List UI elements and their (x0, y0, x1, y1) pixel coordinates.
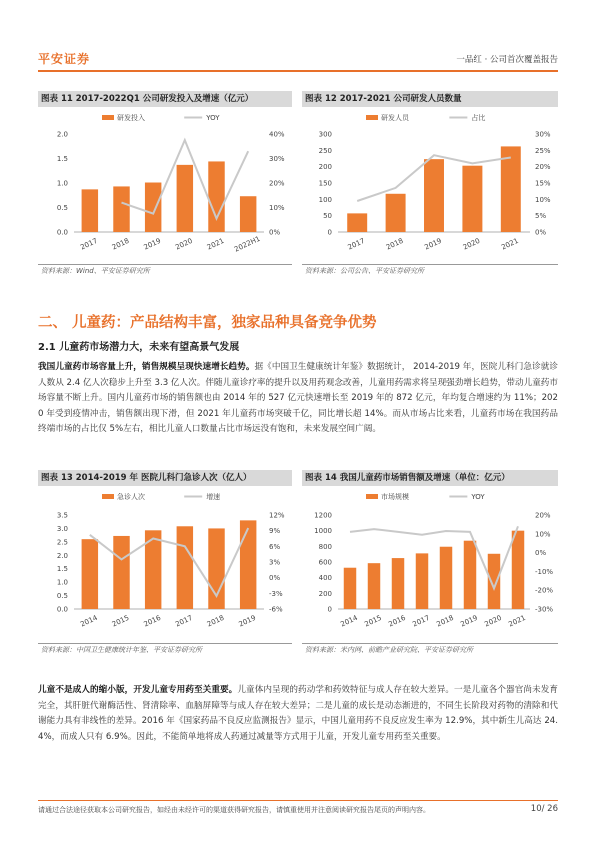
bar (368, 563, 380, 609)
bar (464, 541, 476, 609)
chart-pediatric-market (302, 487, 558, 643)
y2-axis-tick-label: 0% (535, 228, 547, 237)
paragraph-body: 据《中国卫生健康统计年鉴》数据统计， 2014-2019 年，医院儿科门急诊就诊人数从 2.4 亿人次稳步上升至 3.3 亿人次。伴随儿童诊疗率的提升以及用药观念改善，儿童用药需求将呈现强劲增长趋势，带动儿童药市场容量不断上升。国内儿童药市场的销售额也由 2014 年的 527 亿元快速增长至 2019 年的 872 亿元，年均复合增速约为 11%；2020 年受到疫情冲击，销售额出现下滑，但 2021 年儿童药市场突破千亿，同比增长超 14%。而从市场占比来看，儿童药市场在我国药品终端市场的占比仅 5%左右，相比儿童人口数量占比市场远没有饱和，未来发展空间广阔。 (38, 362, 558, 435)
bar (240, 196, 256, 232)
legend-label: YOY (471, 493, 485, 501)
bar (145, 183, 161, 232)
x-axis-tick-label: 2020 (174, 236, 194, 252)
paragraph-market-capacity (38, 360, 558, 438)
y-axis-tick-label: 2.0 (56, 551, 68, 560)
paragraph-lead: 儿童不是成人的缩小版，开发儿童专用药至关重要。 (38, 685, 238, 695)
figure-source: 资料来源：中国卫生健康统计年鉴、平安证券研究所 (38, 643, 292, 655)
bar (488, 554, 500, 609)
legend-label: 增速 (206, 493, 221, 501)
y-axis-tick-label: 1200 (314, 511, 332, 520)
y2-axis-tick-label: 20% (535, 163, 551, 172)
figure-11 (38, 91, 292, 276)
x-axis-tick-label: 2018 (205, 613, 226, 629)
y2-axis-tick-label: 3% (269, 558, 281, 567)
paragraph-lead: 我国儿童药市场容量上升，销售规模呈现快速增长趋势。 (38, 362, 255, 372)
figure-source: 资料来源：公司公告、平安证券研究所 (302, 264, 558, 276)
x-axis-tick-label: 2019 (237, 613, 258, 629)
legend-label: YOY (206, 114, 220, 122)
y2-axis-tick-label: 25% (535, 146, 551, 155)
y2-axis-tick-label: 15% (535, 179, 551, 188)
figure-13 (38, 470, 292, 655)
y2-axis-tick-label: 40% (269, 130, 285, 139)
y-axis-tick-label: 1.5 (56, 155, 68, 163)
paragraph-pediatric-drugs (38, 683, 558, 745)
y-axis-tick-label: 800 (318, 542, 332, 551)
legend-swatch-bar (366, 115, 378, 120)
x-axis-tick-label: 2020 (483, 613, 503, 629)
y-axis-tick-label: 400 (318, 574, 332, 583)
page-header (38, 48, 558, 72)
legend-label: 占比 (471, 114, 486, 122)
bar (113, 536, 129, 609)
bar (208, 161, 224, 232)
x-axis-tick-label: 2016 (142, 613, 163, 629)
y-axis-tick-label: 600 (318, 558, 332, 567)
x-axis-tick-label: 2019 (142, 236, 163, 252)
chart-rd-staff (302, 108, 558, 264)
chart-pediatric-visits (38, 487, 292, 643)
x-axis-tick-label: 2018 (384, 236, 405, 252)
y-axis-tick-label: 200 (318, 589, 332, 598)
y-axis-tick-label: 3.5 (56, 511, 68, 520)
bar (240, 520, 256, 609)
y2-axis-tick-label: 30% (535, 130, 551, 139)
y-axis-tick-label: 100 (318, 195, 332, 204)
y-axis-tick-label: 250 (318, 146, 332, 155)
y-axis-tick-label: 0.0 (56, 228, 68, 237)
bar (392, 558, 404, 609)
x-axis-tick-label: 2014 (339, 613, 359, 629)
y2-axis-tick-label: -3% (269, 589, 283, 598)
bar (347, 213, 367, 232)
y-axis-tick-label: 3.0 (56, 524, 68, 533)
legend-swatch-bar (366, 494, 378, 499)
bar (82, 539, 98, 609)
bar (462, 166, 482, 232)
legend-swatch-bar (102, 494, 114, 499)
bar (82, 189, 98, 232)
y-axis-tick-label: 0.0 (56, 605, 68, 614)
y-axis-tick-label: 50 (323, 212, 332, 221)
y2-axis-tick-label: -20% (535, 586, 554, 595)
y-axis-tick-label: 1.5 (56, 565, 68, 574)
y2-axis-tick-label: -6% (269, 605, 283, 614)
page-number: 10/ 26 (530, 804, 558, 814)
y-axis-tick-label: 1.0 (56, 578, 68, 587)
y2-axis-tick-label: 0% (269, 228, 281, 237)
y2-axis-tick-label: 12% (269, 511, 285, 520)
x-axis-tick-label: 2021 (500, 236, 520, 252)
x-axis-tick-label: 2017 (411, 613, 431, 629)
bar (424, 159, 444, 232)
x-axis-tick-label: 2017 (79, 236, 99, 252)
y-axis-tick-label: 2.5 (56, 538, 68, 547)
y2-axis-tick-label: 5% (535, 212, 547, 221)
y2-axis-tick-label: 6% (269, 542, 281, 551)
bar (177, 165, 193, 232)
bar (512, 531, 524, 609)
y-axis-tick-label: 150 (318, 179, 332, 188)
x-axis-tick-label: 2015 (363, 613, 383, 629)
y-axis-tick-label: 200 (318, 163, 332, 172)
y-axis-tick-label: 1.0 (56, 179, 68, 188)
footer-disclaimer: 请通过合法途径获取本公司研究报告，如经由未经许可的渠道获得研究报告，请慎重使用并注意阅读研究报告尾页的声明内容。 (38, 806, 430, 814)
y2-axis-tick-label: 0% (269, 574, 281, 583)
page-footer (38, 800, 558, 818)
x-axis-tick-label: 2018 (435, 613, 455, 629)
y-axis-tick-label: 0.5 (56, 204, 68, 212)
x-axis-tick-label: 2015 (110, 613, 131, 629)
x-axis-tick-label: 2017 (174, 613, 194, 629)
figure-title: 图表 14 我国儿童药市场销售额及增速（单位：亿元） (302, 470, 558, 486)
y-axis-tick-label: 300 (318, 130, 332, 139)
y2-axis-tick-label: 30% (269, 155, 285, 163)
y2-axis-tick-label: 10% (535, 530, 551, 539)
brand-logo: 平安证券 (38, 52, 91, 66)
legend-label: 急诊人次 (117, 493, 145, 501)
y2-axis-tick-label: 10% (269, 204, 285, 212)
y2-axis-tick-label: 9% (269, 527, 281, 536)
bar (344, 568, 356, 609)
y2-axis-tick-label: 0% (535, 549, 547, 558)
y2-axis-tick-label: -10% (535, 567, 554, 576)
y-axis-tick-label: 1000 (314, 527, 332, 536)
figure-source: 资料来源：米内网、前瞻产业研究院、平安证券研究所 (302, 643, 558, 655)
legend-label: 研发投入 (117, 114, 145, 122)
figure-title: 图表 11 2017-2022Q1 公司研发投入及增速（亿元） (38, 91, 292, 107)
paragraph-body: 儿童体内呈现的药动学和药效特征与成人存在较大差异。一是儿童各个器官尚未发育完全，其肝脏代谢酶活性、肾清除率、血脑屏障等与成人存在较大差异；二是儿童的成长是动态渐进的，不同生长阶段对药物的清除和代谢能力具有非线性的差异。2016 年《国家药品不良反应监测报告》显示，中国儿童用药不良反应发生率为 12.9%，其中新生儿高达 24.4%，而成人只有 6.9%。因此，不能简单地将成人药通过减量等方式用于儿童，开发儿童专用药至关重要。 (38, 685, 558, 742)
x-axis-tick-label: 2021 (205, 236, 226, 252)
x-axis-tick-label: 2021 (507, 613, 527, 629)
bar (113, 186, 129, 232)
subsection-title: 2.1 儿童药市场潜力大，未来有望高景气发展 (38, 342, 240, 353)
x-axis-tick-label: 2019 (459, 613, 479, 629)
y-axis-tick-label: 0 (327, 228, 332, 237)
x-axis-tick-label: 2018 (110, 236, 131, 252)
report-type-label: 一品红 · 公司首次覆盖报告 (456, 55, 558, 65)
y-axis-tick-label: 2.0 (56, 130, 68, 139)
section-title: 二、 儿童药：产品结构丰富，独家品种具备竞争优势 (38, 315, 377, 331)
bar (440, 547, 452, 609)
figure-12 (302, 91, 558, 276)
y-axis-tick-label: 0.5 (56, 592, 68, 601)
y2-axis-tick-label: 20% (269, 179, 285, 188)
figure-source: 资料来源：Wind、平安证券研究所 (38, 264, 292, 276)
bar (416, 553, 428, 609)
legend-label: 市场规模 (381, 493, 409, 501)
x-axis-tick-label: 2020 (461, 236, 482, 252)
figure-title: 图表 12 2017-2021 公司研发人员数量 (302, 91, 558, 107)
x-axis-tick-label: 2022H1 (233, 234, 262, 254)
y-axis-tick-label: 0 (327, 605, 332, 614)
figure-14 (302, 470, 558, 655)
chart-rd-investment (38, 108, 292, 264)
y2-axis-tick-label: -30% (535, 605, 554, 614)
x-axis-tick-label: 2019 (423, 236, 443, 252)
x-axis-tick-label: 2017 (346, 236, 367, 252)
y2-axis-tick-label: 10% (535, 195, 551, 204)
bar (177, 526, 193, 609)
figure-title: 图表 13 2014-2019 年 医院儿科门急诊人次（亿人） (38, 470, 292, 486)
y2-axis-tick-label: 20% (535, 511, 551, 520)
bar (386, 194, 406, 232)
legend-swatch-bar (102, 115, 114, 120)
x-axis-tick-label: 2014 (79, 613, 99, 629)
x-axis-tick-label: 2016 (387, 613, 407, 629)
legend-label: 研发人员 (381, 114, 409, 122)
